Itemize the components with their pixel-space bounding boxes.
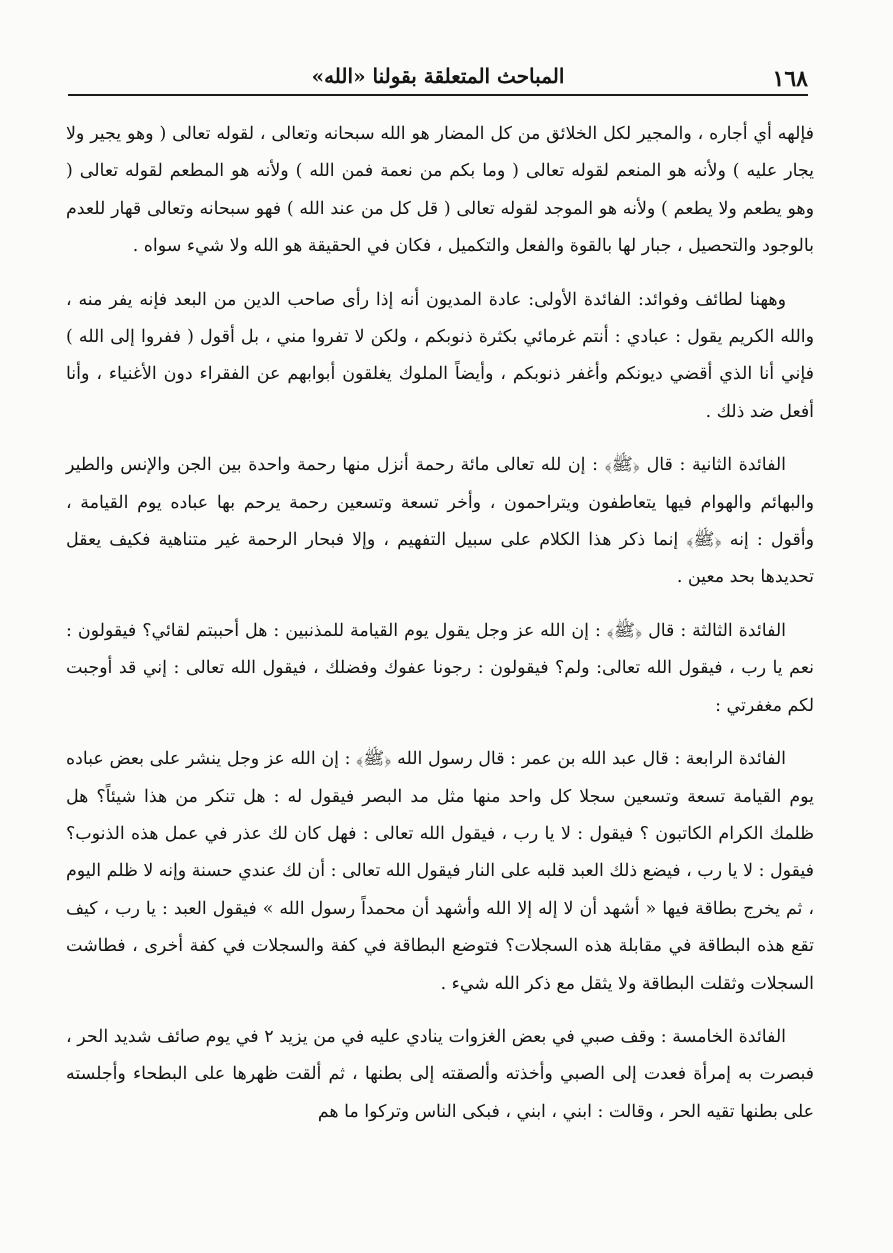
paragraph-benefit-1: وههنا لطائف وفوائد: الفائدة الأولى: عادة المديون أنه إذا رأى صاحب الدين من البعد فإنه يفر منه ، والله الكريم يقول : عبادي : أنتم غرمائي بكثرة ذنوبكم ، ولكن لا تفروا مني ، بل أقول ( ففروا إلى الله ) فإني أنا الذي أقضي ديونكم وأغفر ذنوبكم ، وأيضاً الملوك يغلقون أبوابهم عن الفقراء دون الأغنياء ، وأنا أفعل ضد ذلك . bbox=[66, 289, 814, 422]
paragraph-benefit-3: الفائدة الثالثة : قال ﴿ﷺ﴾ : إن الله عز وجل يقول يوم القيامة للمذنبين : هل أحببتم لقائي؟ فيقولون : نعم يا رب ، فيقول الله تعالى: ولم؟ فيقولون : رجونا عفوك وفضلك ، فيقول الله تعالى : إني قد أوجبت لكم مغفرتي : bbox=[66, 620, 814, 716]
paragraph-benefit-4: الفائدة الرابعة : قال عبد الله بن عمر : قال رسول الله ﴿ﷺ﴾ : إن الله عز وجل ينشر على بعض عباده يوم القيامة تسعة وتسعين سجلا كل واحد منها مثل مد البصر فيقول له : هل تنكر من هذا شيئاً؟ هل ظلمك الكرام الكاتبون ؟ فيقول : لا يا رب ، فيقول الله تعالى : فهل كان لك عذر في عمل هذه الذنوب؟ فيقول : لا يا رب ، فيضع ذلك العبد قلبه على النار فيقول الله تعالى : أن لك عندي حسنة وإنه لا ظلم اليوم ، ثم يخرج بطاقة فيها « أشهد أن لا إله إلا الله وأشهد أن محمداً رسول الله » فيقول العبد : يا رب ، كيف تقع هذه البطاقة في مقابلة هذه السجلات؟ فتوضع البطاقة في كفة والسجلات في كفة أخرى ، فطاشت السجلات وثقلت البطاقة ولا يثقل مع ذكر الله شيء . bbox=[65, 749, 814, 994]
page-header bbox=[68, 58, 808, 96]
page-body bbox=[66, 116, 814, 1147]
page-number: ١٦٨ bbox=[772, 66, 808, 92]
paragraph-benefit-2: الفائدة الثانية : قال ﴿ﷺ﴾ : إن لله تعالى مائة رحمة أنزل منها رحمة واحدة بين الجن والإنس والطير والبهائم والهوام فيها يتعاطفون ويتراحمون ، وأخر تسعة وتسعين رحمة يرحم بها عباده يوم القيامة ، وأقول : إنه ﴿ﷺ﴾ إنما ذكر هذا الكلام على سبيل التفهيم ، وإلا فبحار الرحمة غير متناهية فكيف يعقل تحديدها بحد معين . bbox=[66, 455, 814, 588]
paragraph-intro: فإلهه أي أجاره ، والمجير لكل الخلائق من كل المضار هو الله سبحانه وتعالى ، لقوله تعالى ( وهو يجير ولا يجار عليه ) ولأنه هو المنعم لقوله تعالى ( وما بكم من نعمة فمن الله ) ولأنه هو المطعم لقوله تعالى ( وهو يطعم ولا يطعم ) ولأنه هو الموجد لقوله تعالى ( قل كل من عند الله ) فهو سبحانه وتعالى قهار للعدم بالوجود والتحصيل ، جبار لها بالقوة والفعل والتكميل ، فكان في الحقيقة هو الله ولا شيء سواه . bbox=[66, 124, 814, 257]
paragraph-benefit-5: الفائدة الخامسة : وقف صبي في بعض الغزوات ينادي عليه في من يزيد ٢ في يوم صائف شديد الحر ، فبصرت به إمرأة فعدت إلى الصبي وأخذته وألصقته إلى بطنها ، ثم ألقت ظهرها على البطحاء وأجلسته على بطنها تقيه الحر ، وقالت : ابني ، ابني ، فبكى الناس وتركوا ما هم bbox=[66, 1026, 814, 1122]
running-title: المباحث المتعلقة بقولنا «الله» bbox=[311, 64, 565, 88]
